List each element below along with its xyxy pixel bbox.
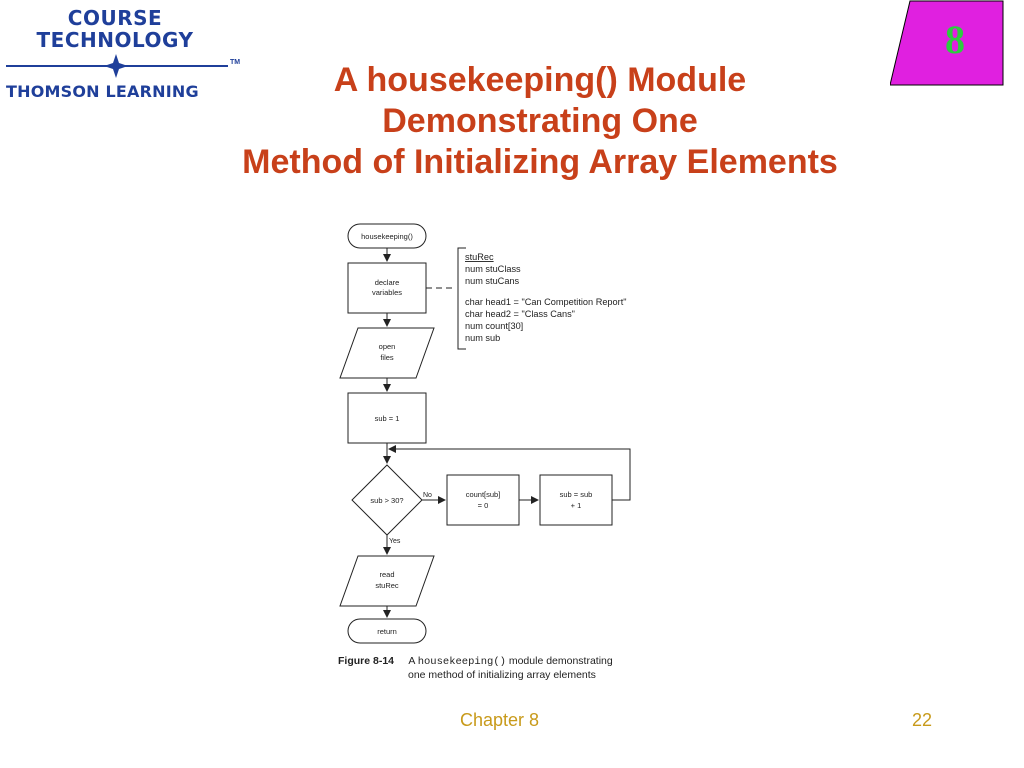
assign-count-box xyxy=(447,475,519,525)
slide-title xyxy=(120,60,960,183)
yes-label: Yes xyxy=(389,538,401,545)
declare-label-1: declare xyxy=(374,278,400,287)
footer-chapter: Chapter 8 xyxy=(460,710,540,730)
no-label: No xyxy=(423,492,432,499)
read-label-2: stuRec xyxy=(375,581,399,590)
title-line-2: Demonstrating One xyxy=(382,102,698,141)
title-line-1: A housekeeping() Module xyxy=(333,61,747,99)
chapter-badge-number: 8 xyxy=(945,17,965,62)
increment-label-2: + 1 xyxy=(570,501,582,510)
logo-line-technology: TECHNOLOGY xyxy=(36,28,194,52)
open-label-2: files xyxy=(380,353,394,362)
annotation-line-5: char head1 = "Can Competition Report" xyxy=(465,297,627,307)
assign-label-2: = 0 xyxy=(477,501,489,510)
annotation-line-1: stuRec xyxy=(465,252,494,262)
caption-prefix: A xyxy=(408,655,415,667)
decision-label: sub > 30? xyxy=(370,496,404,505)
open-label-1: open xyxy=(378,342,396,351)
logo-line-thomson: THOMSON LEARNING xyxy=(6,82,199,101)
annotation-line-2: num stuClass xyxy=(465,264,521,274)
title-line-3: Method of Initializing Array Elements xyxy=(242,143,838,182)
flowchart xyxy=(330,215,710,655)
caption-rest: module demonstrating xyxy=(508,655,613,667)
logo-line-course: COURSE xyxy=(67,6,163,30)
annotation-line-6: char head2 = "Class Cans" xyxy=(465,309,575,319)
footer-page-number: 22 xyxy=(912,710,933,730)
annotation-line-8: num sub xyxy=(465,333,501,343)
read-label-1: read xyxy=(379,570,395,579)
start-label: housekeeping() xyxy=(361,232,413,241)
increment-sub-box xyxy=(540,475,612,525)
caption-code: housekeeping() xyxy=(417,656,506,668)
increment-label-1: sub = sub xyxy=(559,490,593,499)
figure-number: Figure 8-14 xyxy=(338,655,395,667)
assign-label-1: count[sub] xyxy=(465,490,501,499)
annotation-line-3: num stuCans xyxy=(465,276,520,286)
declare-label-2: variables xyxy=(371,288,403,297)
figure-caption xyxy=(338,655,613,682)
caption-line-2: one method of initializing array elements xyxy=(408,669,596,682)
return-label: return xyxy=(377,627,397,636)
logo-trademark: TM xyxy=(230,59,241,66)
annotation-line-7: num count[30] xyxy=(465,321,524,331)
init-label: sub = 1 xyxy=(374,414,400,423)
